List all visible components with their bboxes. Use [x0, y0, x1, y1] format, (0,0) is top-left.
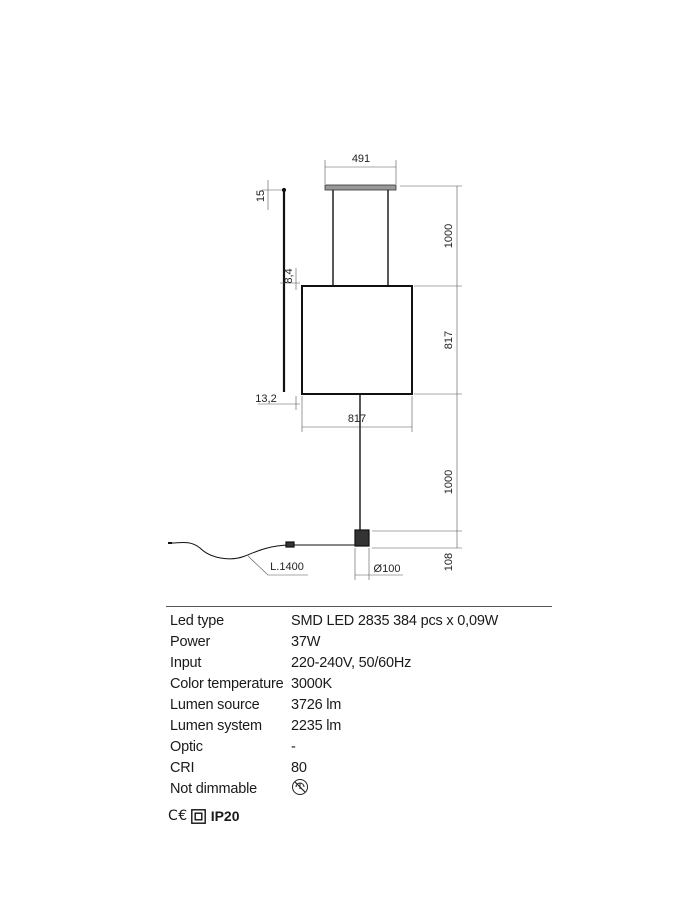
spec-row-cri [170, 757, 550, 778]
spec-row-not-dimmable [170, 778, 550, 799]
spec-label: Optic [170, 738, 203, 755]
dim-cable-thickness: 15 [255, 189, 267, 203]
spec-value: 37W [291, 633, 321, 650]
not-dimmable-icon [291, 778, 309, 796]
dim-rod-height: 1000 [443, 469, 455, 495]
ip-rating: IP20 [210, 808, 240, 824]
spec-label: Input [170, 654, 202, 671]
lamp-shade [302, 286, 412, 394]
class-ii-icon [191, 809, 206, 824]
certifications [168, 808, 240, 824]
spec-label: Led type [170, 612, 225, 629]
spec-value: SMD LED 2835 384 pcs x 0,09W [291, 612, 499, 629]
spec-value: 80 [291, 759, 307, 776]
spec-value: 2235 lm [291, 717, 342, 734]
divider [166, 606, 552, 607]
spec-row-power [170, 631, 550, 652]
spec-row-lumen-system [170, 715, 550, 736]
spec-value: 3000K [291, 675, 332, 692]
dim-base-diameter: Ø100 [373, 563, 401, 575]
dim-cable-top: 1000 [443, 223, 455, 249]
ce-mark-icon: C€ [168, 808, 188, 824]
spec-table [170, 610, 550, 799]
spec-row-optic [170, 736, 550, 757]
power-cord [172, 542, 355, 558]
spec-row-lumen-source [170, 694, 550, 715]
dim-cord-length: L.1400 [270, 561, 304, 573]
spec-label: CRI [170, 759, 195, 776]
spec-row-input [170, 652, 550, 673]
spec-label: Lumen source [170, 696, 260, 713]
spec-value: 3726 lm [291, 696, 342, 713]
spec-label: Color temperature [170, 675, 284, 692]
spec-row-color-temperature [170, 673, 550, 694]
dim-shade-height: 817 [443, 330, 455, 350]
spec-value: - [291, 738, 296, 755]
dim-shade-width: 817 [347, 413, 367, 425]
spec-label: Lumen system [170, 717, 262, 734]
dim-canopy-width: 491 [351, 153, 371, 165]
spec-row-led-type [170, 610, 550, 631]
spec-label: Not dimmable [170, 780, 258, 797]
spec-value [291, 778, 309, 800]
lamp-base [355, 530, 369, 546]
dim-base-height: 108 [443, 552, 455, 572]
canopy [325, 185, 396, 190]
dim-shade-wall-top: 8,4 [283, 268, 295, 284]
spec-value: 220-240V, 50/60Hz [291, 654, 412, 671]
dim-shade-wall-bottom: 13,2 [255, 393, 277, 405]
spec-label: Power [170, 633, 211, 650]
